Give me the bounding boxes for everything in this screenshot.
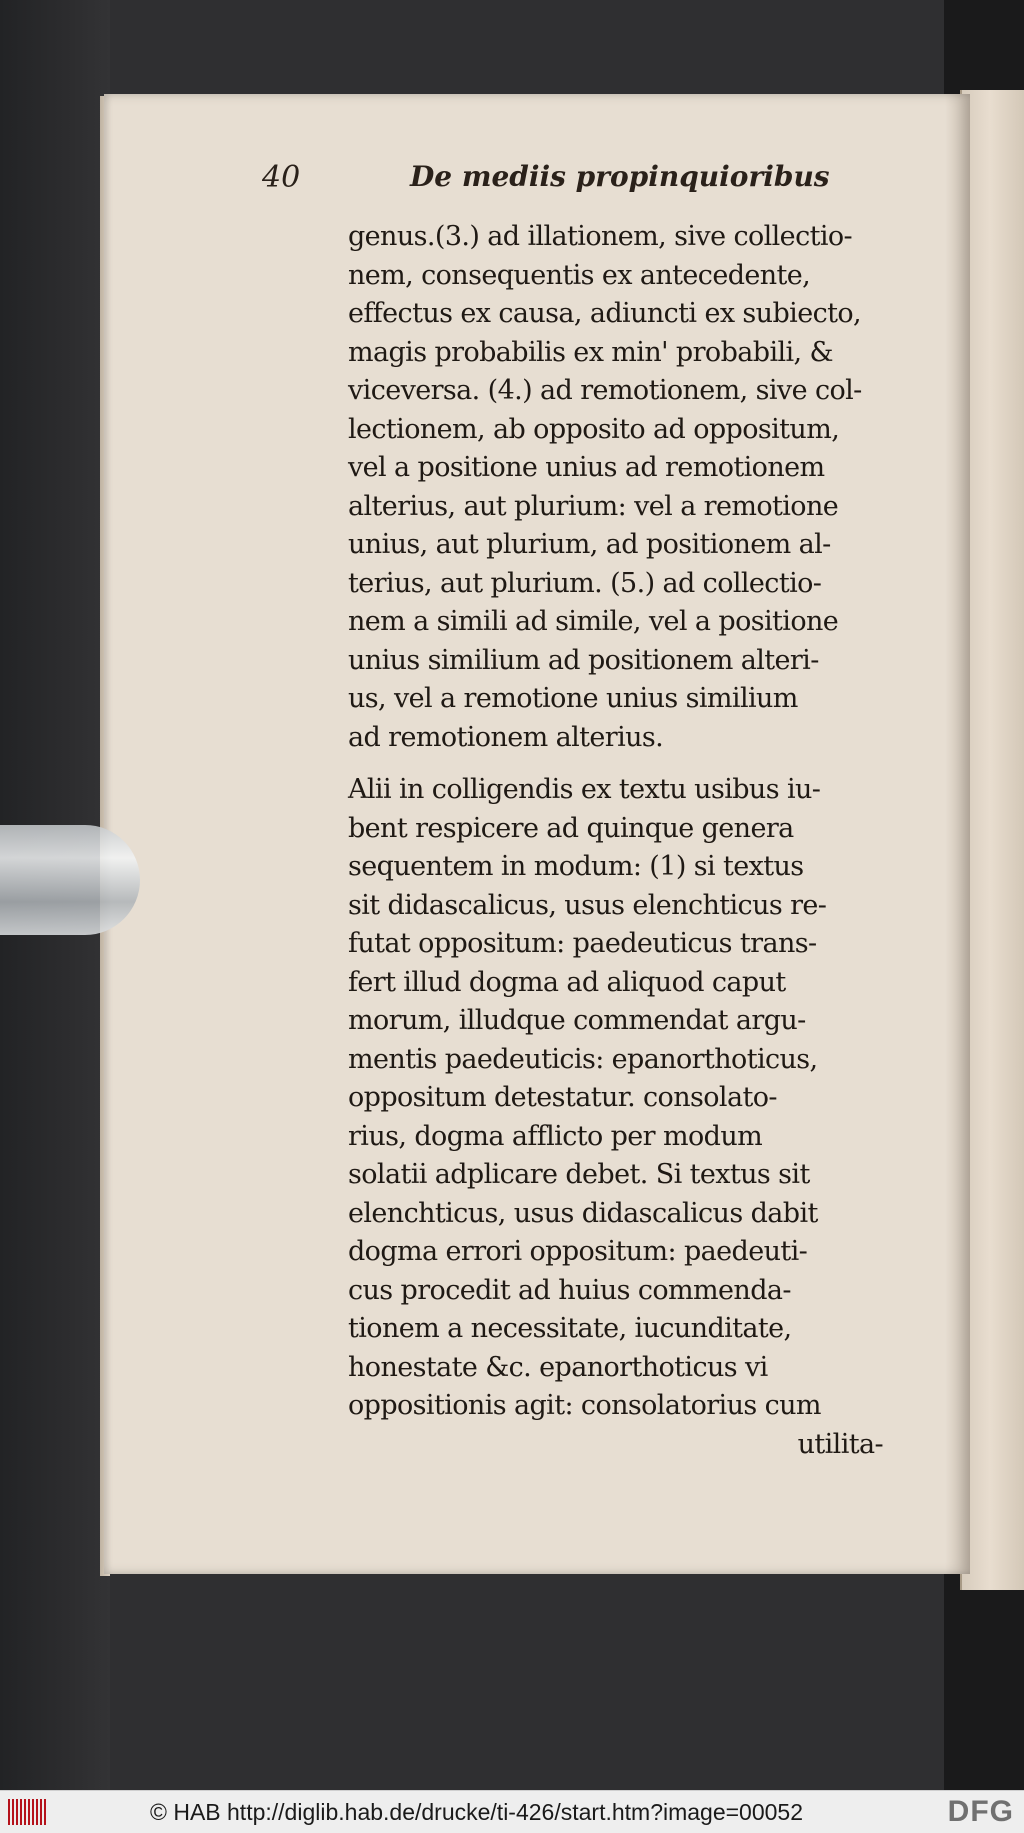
- catchword: utilita-: [797, 1428, 883, 1460]
- dfg-logo: DFG: [947, 1795, 1014, 1828]
- text-line: effectus ex causa, adiuncti ex subiecto,: [348, 298, 861, 329]
- text-line: futat oppositum: paedeuticus trans-: [348, 928, 817, 959]
- text-line: sit didascalicus, usus elenchticus re-: [348, 889, 827, 921]
- text-line: alterius, aut plurium: vel a remotione: [348, 490, 839, 522]
- text-line: elenchticus, usus didascalicus dabit: [348, 1197, 818, 1229]
- clip-holder: [0, 825, 140, 935]
- text-line: nem, consequentis ex antecedente,: [348, 259, 811, 291]
- text-line: mentis paedeuticis: epanorthoticus,: [348, 1043, 818, 1075]
- text-line: oppositionis agit: consolatorius cum: [348, 1390, 821, 1421]
- text-line: tionem a necessitate, iucunditate,: [348, 1313, 792, 1344]
- text-line: ad remotionem alterius.: [348, 721, 664, 753]
- text-line: nem a simili ad simile, vel a positione: [348, 606, 839, 637]
- text-line: us, vel a remotione unius similium: [348, 683, 798, 714]
- text-line: rius, dogma afflicto per modum: [348, 1120, 763, 1152]
- footer-bar: [0, 1790, 1024, 1833]
- text-line: solatii adplicare debet. Si textus sit: [348, 1159, 810, 1190]
- text-line: sequentem in modum: (1) si textus: [348, 851, 804, 882]
- text-line: dogma errori oppositum: paedeuti-: [348, 1236, 808, 1267]
- text-line: genus.(3.) ad illationem, sive collectio-: [348, 221, 853, 252]
- text-line: viceversa. (4.) ad remotionem, sive col-: [348, 375, 862, 406]
- text-line: fert illud dogma ad aliquod caput: [348, 966, 786, 998]
- text-line: vel a positione unius ad remotionem: [348, 452, 825, 483]
- text-line: Alii in colligendis ex textu usibus iu-: [348, 774, 821, 805]
- page-header: [262, 160, 962, 208]
- text-line: cus procedit ad huius commenda-: [348, 1274, 791, 1306]
- text-line: magis probabilis ex min' probabili, &: [348, 336, 833, 368]
- page-number: 40: [262, 160, 301, 195]
- text-line: bent respicere ad quinque genera: [348, 812, 794, 844]
- text-line: unius similium ad positionem alteri-: [348, 644, 819, 676]
- text-line: honestate &c. epanorthoticus vi: [348, 1351, 768, 1383]
- text-line: lectionem, ab opposito ad oppositum,: [348, 413, 840, 445]
- gutter-shadow: [945, 94, 970, 1574]
- barcode-logo-icon: [8, 1799, 48, 1825]
- text-line: oppositum detestatur. consolato-: [348, 1082, 777, 1113]
- text-line: unius, aut plurium, ad positionem al-: [348, 529, 831, 560]
- text-line: morum, illudque commendat argu-: [348, 1005, 806, 1036]
- footer-credit-link[interactable]: © HAB http://diglib.hab.de/drucke/ti-426/start.htm?image=00052: [150, 1799, 804, 1825]
- body-text: [348, 218, 903, 1464]
- paragraph-gap: [348, 757, 903, 771]
- text-line: terius, aut plurium. (5.) ad collectio-: [348, 567, 822, 599]
- running-head: De mediis propinquioribus: [410, 160, 830, 193]
